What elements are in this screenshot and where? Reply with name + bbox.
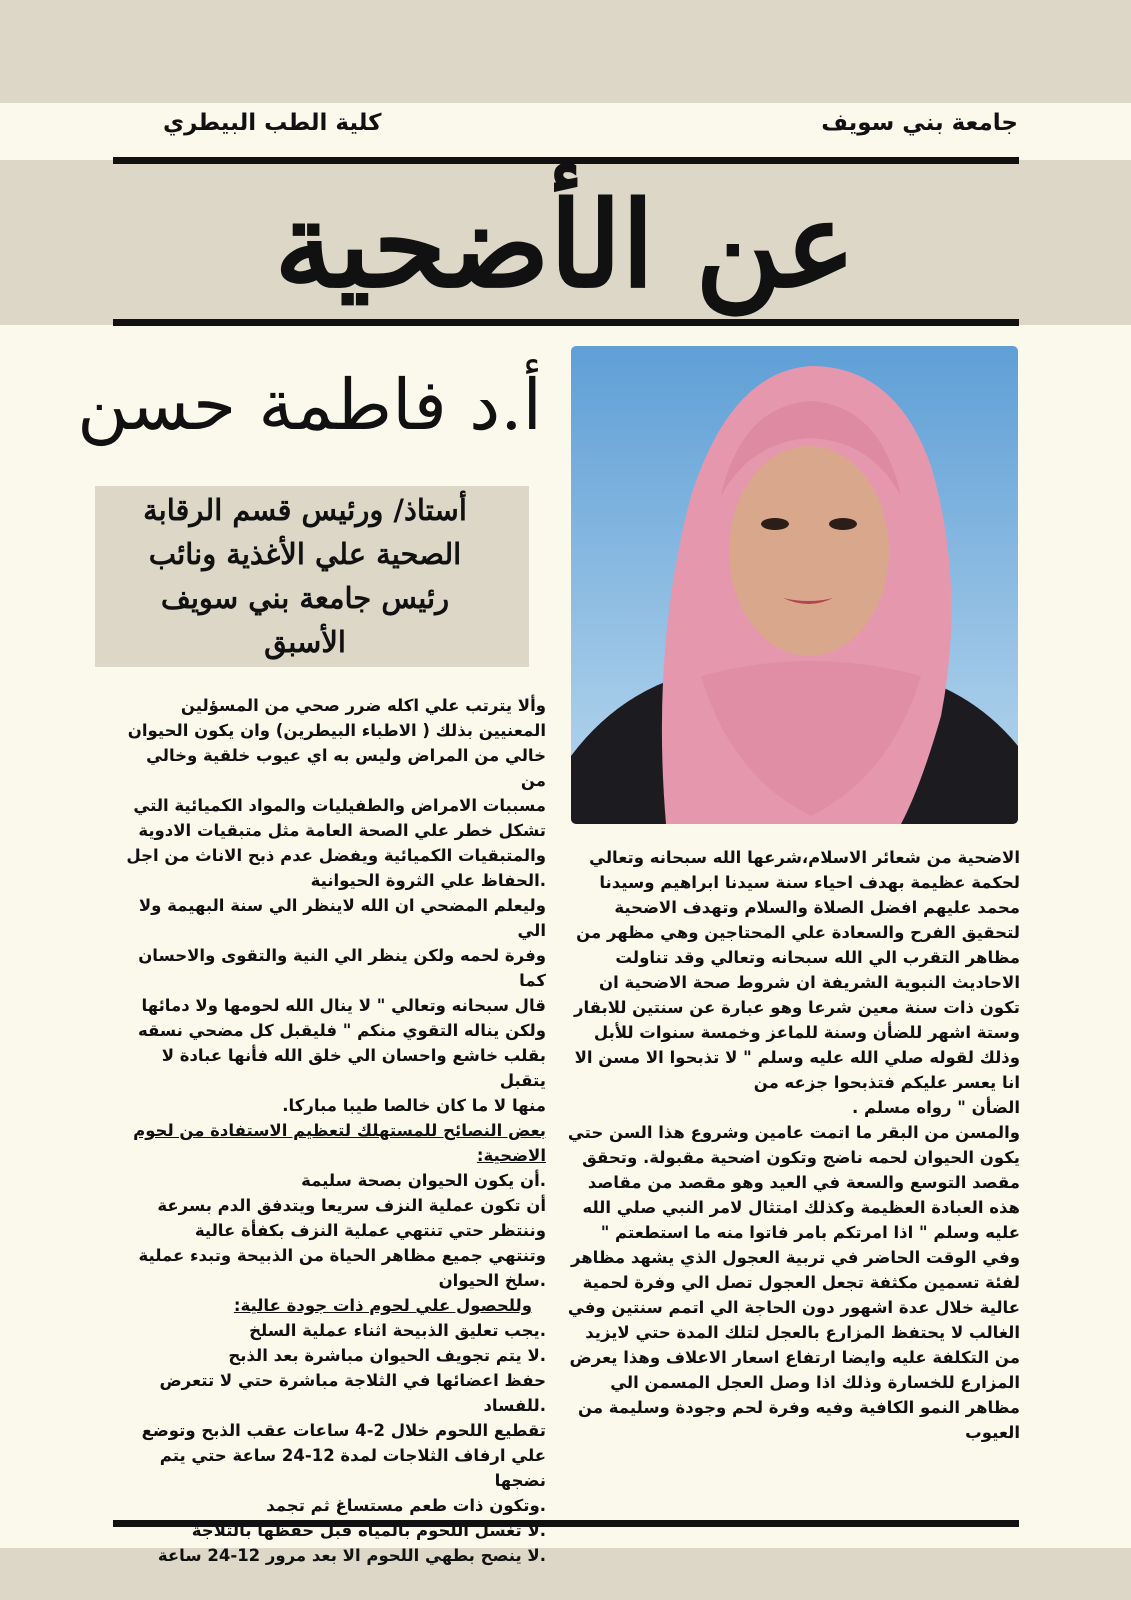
author-description	[95, 488, 515, 664]
text-line: وألا يترتب علي اكله ضرر صحي من المسؤلين	[180, 696, 546, 715]
text-line: وليعلم المضحي ان الله لاينظر الي سنة البهيمة ولا الي	[138, 896, 546, 940]
portrait-photo	[571, 346, 1018, 824]
text-line: عالية خلال عدة اشهور دون الحاجة الي اتمم سنتين وفي	[567, 1298, 1020, 1317]
tips-heading: بعض النصائح للمستهلك لتعظيم الاستفادة من لحوم	[133, 1121, 546, 1140]
faculty-name: كلية الطب البيطري	[163, 110, 382, 136]
text-line: الاضحية من شعائر الاسلام،شرعها الله سبحانه وتعالي	[589, 848, 1020, 867]
text-line: ولكن يناله التقوي منكم " فليقبل كل مضحي نسقه	[137, 1021, 546, 1040]
quality-heading: وللحصول علي لحوم ذات جودة عالية:	[233, 1296, 532, 1315]
quality-tip-item: .يجب تعليق الذبيحة اثناء عملية السلخ	[249, 1321, 546, 1340]
text-line: وذلك لقوله صلي الله عليه وسلم " لا تذبحوا الا مسن الا	[574, 1048, 1020, 1067]
text-line: وفي الوقت الحاضر في تربية العجول الذي يشهد مظاهر	[570, 1248, 1020, 1267]
quality-tip-item: حفظ اعضائها في الثلاجة مباشرة حتي لا تتعرض	[159, 1371, 546, 1390]
tip-item: وننتظر حتي تنتهي عملية النزف بكفأة عالية	[194, 1221, 546, 1240]
quality-tip-item: تقطيع اللحوم خلال 2-4 ساعات عقب الذبح وتوضع	[141, 1421, 546, 1440]
text-line: والمتبقيات الكميائية ويفضل عدم ذبح الاناث من اجل	[126, 846, 546, 865]
tip-item: .سلخ الحيوان	[438, 1271, 546, 1290]
quality-tip-item: .لا يتم تجويف الحيوان مباشرة بعد الذبح	[228, 1346, 546, 1365]
page-title: عن الأضحية	[274, 175, 856, 314]
text-line: الغالب لا يحتفظ المزارع بالعجل لتلك المدة حتي لايزيد	[585, 1323, 1020, 1342]
text-line: مظاهر النمو الكافية وفيه وفرة لحم وجودة وسليمة من	[577, 1398, 1020, 1417]
text-line: المعنيين بذلك ( الاطباء البيطرين) وان يكون الحيوان	[127, 721, 546, 740]
text-line: عليه وسلم " اذا امرتكم بامر فاتوا منه ما استطعتم "	[600, 1223, 1020, 1242]
text-line: مسببات الامراض والطفيليات والمواد الكميائية التي	[133, 796, 546, 815]
text-line: بقلب خاشع واحسان الي خلق الله فأنها عبادة لا يتقبل	[161, 1046, 546, 1090]
text-line: مقصد التوسع والسعة في العيد وهو مقصد من مقاصد	[587, 1173, 1020, 1192]
text-line: الضأن " رواه مسلم .	[851, 1098, 1020, 1117]
text-line: العيوب	[965, 1423, 1020, 1442]
text-line: من التكلفة عليه وايضا ارتفاع اسعار الاعلاف وهذا يعرض	[569, 1348, 1020, 1367]
author-name: أ.د فاطمة حسن	[77, 364, 542, 446]
text-line: والمسن من البقر ما اتمت عامين وشروع هذا السن حتي	[567, 1123, 1020, 1142]
tip-item: .أن يكون الحيوان بصحة سليمة	[301, 1171, 546, 1190]
quality-tip-item: .وتكون ذات طعم مستساغ ثم تجمد	[266, 1496, 546, 1515]
text-line: لتحقيق الفرح والسعادة علي المحتاجين وهي مظهر من	[576, 923, 1020, 942]
text-line: .الحفاظ علي الثروة الحيوانية	[310, 871, 546, 890]
text-line: محمد عليهم افضل الصلاة والسلام وتهدف الاضحية	[614, 898, 1020, 917]
text-line: خالي من المراض وليس به اي عيوب خلقية وخالي من	[146, 746, 546, 790]
text-line: وستة اشهر للضأن وسنة للماعز وخمسة سنوات للأبل	[593, 1023, 1020, 1042]
article-right-column	[566, 845, 1020, 1445]
text-line: يكون الحيوان لحمه ناضج وتكون اضحية مقبولة. وتحقق	[582, 1148, 1020, 1167]
tip-item: أن تكون عملية النزف سريعا ويتدفق الدم بسرعة	[157, 1196, 546, 1215]
header-rule	[113, 157, 1019, 164]
text-line: الاحاديث النبوية الشريفة ان شروط صحة الاضحية ان	[599, 973, 1020, 992]
top-band	[0, 0, 1131, 103]
text-line: لفئة تسمين مكثفة تجعل العجول تصل الي وفرة لحمية	[582, 1273, 1020, 1292]
text-line: وفرة لحمه ولكن ينظر الي النية والتقوى والاحسان كما	[138, 946, 546, 990]
tip-item: وتنتهي جميع مظاهر الحياة من الذبيحة وتبدء عملية	[138, 1246, 546, 1265]
text-line: هذه العبادة العظيمة وكذلك امتثال لامر النبي صلي الله	[582, 1198, 1020, 1217]
text-line: قال سبحانه وتعالي " لا ينال الله لحومها ولا دمائها	[141, 996, 546, 1015]
text-line: انا يعسر عليكم فتذبحوا جزعه من	[753, 1073, 1020, 1092]
quality-tip-item: .لا تغسل اللحوم بالمياه قبل حفظها بالثلاجة	[191, 1521, 546, 1540]
university-name: جامعة بني سويف	[821, 110, 1018, 136]
text-line: تشكل خطر علي الصحة العامة مثل متبقيات الادوية	[138, 821, 546, 840]
tips-heading: الاضحية:	[476, 1146, 546, 1165]
description-line: الصحية علي الأغذية ونائب	[148, 537, 462, 571]
text-line: لحكمة عظيمة بهدف احياء سنة سيدنا ابراهيم وسيدنا	[599, 873, 1020, 892]
description-line: أستاذ/ ورئيس قسم الرقابة	[143, 493, 467, 527]
quality-tip-item: .لا ينصح بطهي اللحوم الا بعد مرور 12-24 ساعة	[157, 1546, 546, 1565]
text-line: تكون ذات سنة معين شرعا وهو عبارة عن سنتين للابقار	[573, 998, 1020, 1017]
text-line: منها لا ما كان خالصا طيبا مباركا.	[282, 1096, 546, 1115]
article-left-column	[120, 693, 546, 1568]
text-line: مظاهر التقرب الي الله سبحانه وتعالي وقد تناولت	[615, 948, 1020, 967]
quality-tip-item: علي ارفاف الثلاجات لمدة 12-24 ساعة حتي يتم نضجها	[159, 1446, 546, 1490]
description-line: الأسبق	[264, 625, 346, 659]
text-line: المزارع للخسارة وذلك اذا وصل العجل المسمن الي	[610, 1373, 1020, 1392]
description-line: رئيس جامعة بني سويف	[160, 581, 450, 615]
quality-tip-item: .للفساد	[483, 1396, 546, 1415]
